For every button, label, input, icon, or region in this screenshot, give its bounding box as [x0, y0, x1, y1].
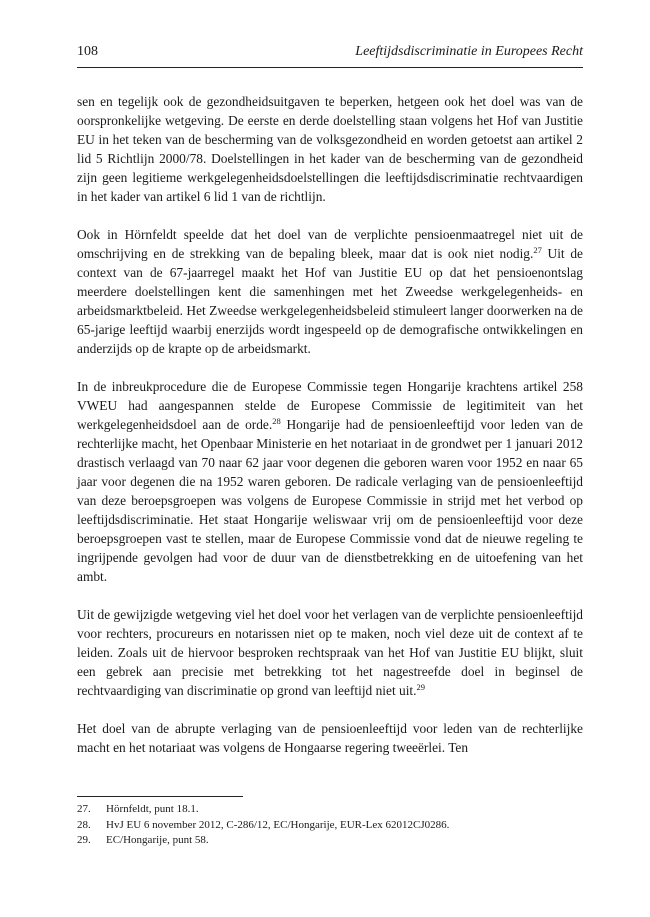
- footnote-number: 28.: [77, 818, 91, 831]
- paragraph-4: Uit de gewijzigde wetgeving viel het doel voor het verlagen van de verplichte pensioenleeftijd voor rechters, procureurs en notarissen niet op te maken, noch viel deze uit de context af te leiden. Zoals uit de hiervoor besproken rechtspraak van het Hof van Justitie EU blijkt, sluit een gebrek aan precisie met betrekking tot het nagestreefde doel in beginsel de rechtvaardiging van discriminatie op grond van leeftijd niet uit.$^{29}$: [77, 607, 583, 698]
- body-text: [77, 92, 583, 776]
- paragraph-5: Het doel van de abrupte verlaging van de pensioenleeftijd voor leden van de rechterlijke macht en het notariaat was volgens de Hongaarse regering tweeërlei. Ten: [77, 721, 583, 755]
- page-header: [77, 44, 583, 74]
- footnote-ref-27[interactable]: 27: [533, 245, 542, 255]
- footnote-number: 29.: [77, 834, 91, 846]
- footnote-text: EC/Hongarije, punt 58.: [106, 834, 209, 846]
- page-number: 108: [77, 44, 98, 59]
- footnote-27: [77, 802, 583, 818]
- footnote-28: [77, 818, 583, 834]
- footnote-29: [77, 833, 583, 849]
- paragraph-1: sen en tegelijk ook de gezondheidsuitgaven te beperken, hetgeen ook het doel was van de oorspronkelijke wetgeving. De eerste en derde doelstelling staan volgens het Hof van Justitie EU in het teken van de bescherming van de volksgezondheid en worden getoetst aan artikel 2 lid 5 Richtlijn 2000/78. Doelstellingen in het kader van de bescherming van de gezondheid zijn geen legitieme werkgelegenheidsdoelstellingen die leeftijdsdiscriminatie rechtvaardigen in het kader van artikel 6 lid 1 van de richtlijn.: [77, 94, 583, 204]
- header-rule: [77, 67, 583, 68]
- footnotes: [77, 802, 583, 849]
- footnote-ref-29[interactable]: 29: [416, 682, 425, 692]
- footnote-text: Hörnfeldt, punt 18.1.: [106, 803, 199, 815]
- paragraph-3: In de inbreukprocedure die de Europese Commissie tegen Hongarije krachtens artikel 258 VWEU had aangespannen stelde de Europese Commissie de legitimiteit van het werkgelegenheidsdoel aan de orde.$^{28}$ Hongarije had de pensioenleeftijd voor leden van de rechterlijke macht, het Openbaar Ministerie en het notariaat in de grondwet per 1 januari 2012 drastisch verlaagd van 70 naar 62 jaar voor degenen die geboren waren voor 1952 en naar 65 jaar voor degenen die na 1952 waren geboren. De radicale verlaging van de pensioenleeftijd van deze beroepsgroepen was volgens de Europese Commissie in strijd met het verbod op leeftijdsdiscriminatie. Het staat Hongarije weliswaar vrij om de pensioenleeftijd voor deze beroepsgroepen vast te stellen, maar de Europese Commissie vond dat de nieuwe regeling te ingrijpende gevolgen had voor de duur van de dienstbetrekking en de uitoefening van het ambt.: [77, 379, 583, 584]
- footnote-number: 27.: [77, 803, 91, 815]
- paragraph-2: Ook in Hörnfeldt speelde dat het doel van de verplichte pensioenmaatregel niet uit de omschrijving en de strekking van de bepaling bleek, maar dat is ook niet nodig.$^{27}$ Uit de context van de 67-jaarregel maakt het Hof van Justitie EU op dat het pensioenontslag meerdere doelstellingen kent die samenhingen met het Zweedse werkgelegenheids- en arbeidsmarktbeleid. Het Zweedse werkgelegenheidsbeleid stimuleert langer doorwerken na de 65-jarige leeftijd waarbij enerzijds wordt ingespeeld op de demografische ontwikkelingen en anderzijds op de krapte op de arbeidsmarkt.: [77, 227, 583, 356]
- footnote-ref-28[interactable]: 28: [272, 416, 281, 426]
- footnote-rule: [77, 796, 243, 797]
- running-title: Leeftijdsdiscriminatie in Europees Recht: [355, 44, 583, 59]
- footnote-text: HvJ EU 6 november 2012, C-286/12, EC/Hongarije, EUR-Lex 62012CJ0286.: [106, 818, 450, 831]
